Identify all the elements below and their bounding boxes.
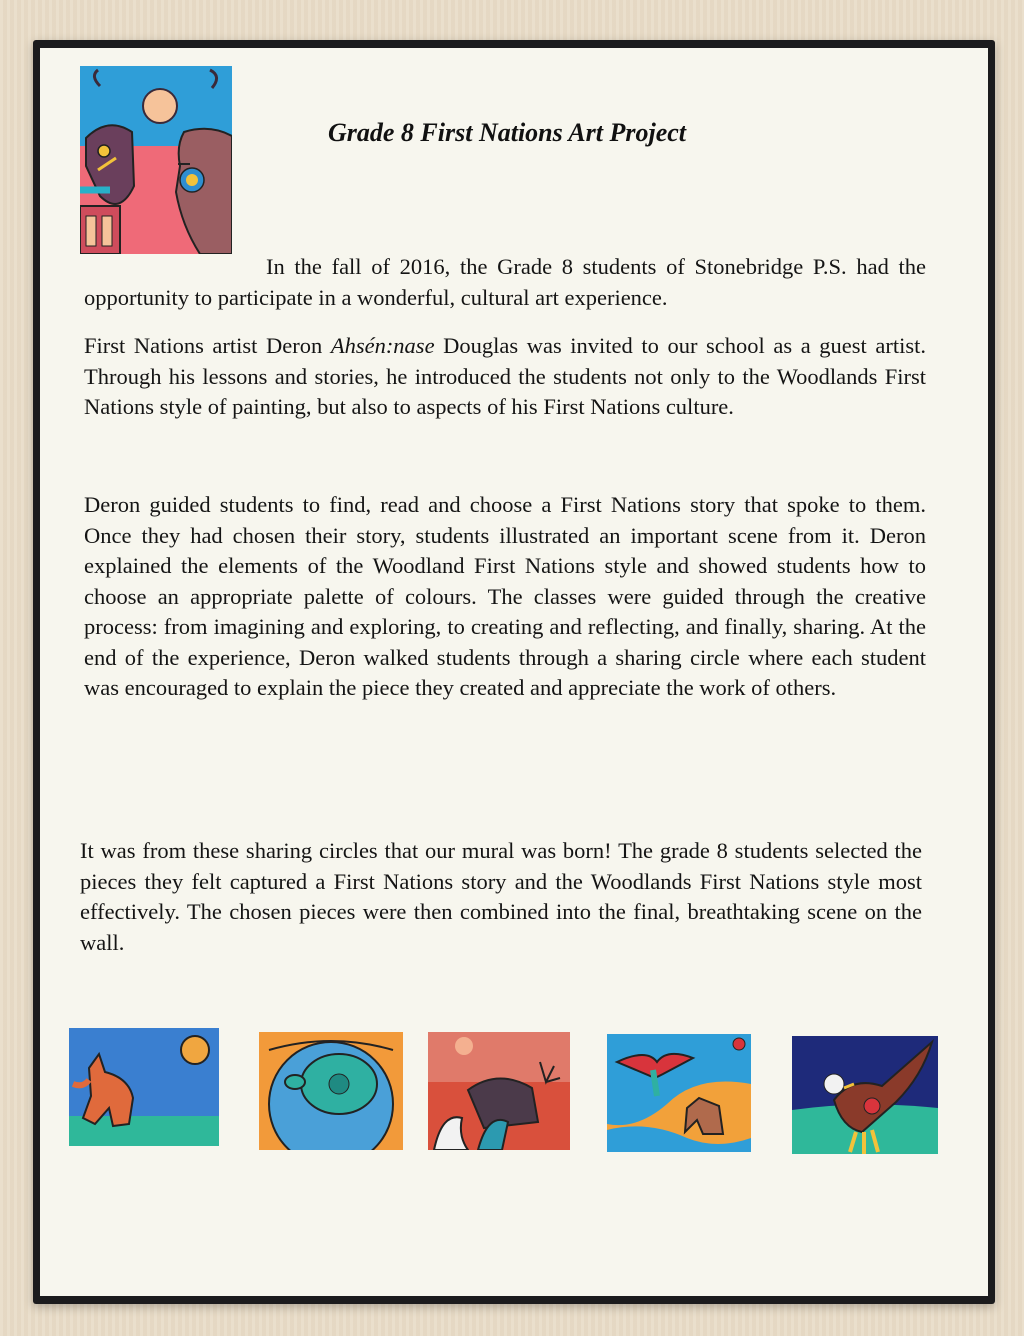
process-paragraph: Deron guided students to find, read and choose a First Nations story that spoke to them. Once they had chosen their story, students illustrated an important scene from it. Deron explained the elements of the Woodland First Nations style and showed students how to choose an appropriate palette of colours. The classes were guided through the creative process: from imagining and exploring, to creating and reflecting, and finally, sharing. At the end of the experience, Deron walked students through a sharing circle where each student was encouraged to explain the piece they created and appreciate the work of others.	[84, 492, 926, 700]
artist-paragraph-end: Douglas was invited to our school as a guest artist. Through his lessons and stories, he introduced the students not only to the Woodlands First Nations style of painting, but also to aspects of his First Nations culture.	[84, 333, 926, 419]
thunderbird-and-wolf-painting	[607, 1034, 751, 1152]
eagle-painting	[792, 1036, 938, 1154]
wolf-and-sun-painting	[69, 1028, 219, 1146]
artist-paragraph	[84, 331, 926, 423]
intro-paragraph: In the fall of 2016, the Grade 8 students of Stonebridge P.S. had the opportunity to participate in a wonderful, cultural art experience.	[84, 254, 926, 310]
artist-paragraph-start: First Nations artist Deron	[84, 333, 331, 358]
raven-and-figure-painting	[80, 66, 232, 254]
page-title: Grade 8 First Nations Art Project	[328, 118, 687, 147]
turtle-painting	[259, 1032, 403, 1150]
mural-paragraph: It was from these sharing circles that our mural was born! The grade 8 students selected the pieces they felt captured a First Nations story and the Woodlands First Nations style most effectively. The chosen pieces were then combined into the final, breathtaking scene on the wall.	[80, 838, 922, 955]
moose-and-spirits-painting	[428, 1032, 570, 1150]
artist-name: Ahsén:nase	[330, 333, 435, 358]
